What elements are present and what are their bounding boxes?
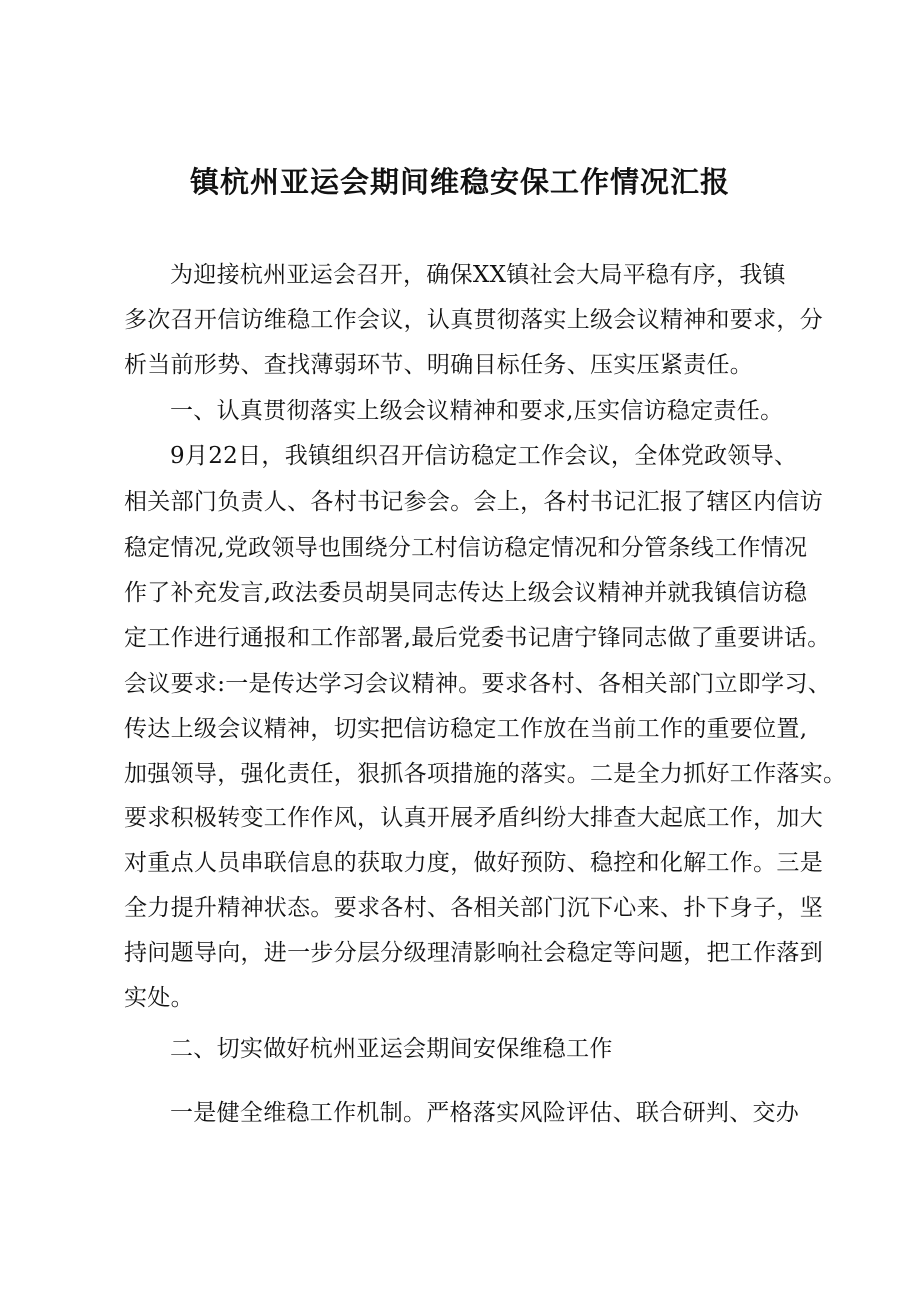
paragraph-line: 定工作进行通报和工作部署,最后党委书记唐宁锋同志做了重要讲话。 <box>124 625 831 651</box>
section-heading-2: 二、切实做好杭州亚运会期间安保维稳工作 <box>170 1036 613 1062</box>
paragraph-line: 持问题导向，进一步分层分级理清影响社会稳定等问题，把工作落到 <box>124 940 823 966</box>
paragraph-line: 9月22日，我镇组织召开信访稳定工作会议，全体党政领导、 <box>170 443 798 469</box>
paragraph-line: 稳定情况,党政领导也围绕分工村信访稳定情况和分管条线工作情况 <box>124 535 808 561</box>
paragraph-line: 全力提升精神状态。要求各村、各相关部门沉下心来、扑下身子，坚 <box>124 895 823 921</box>
paragraph-line: 加强领导，强化责任，狠抓各项措施的落实。二是全力抓好工作落实。 <box>124 761 847 787</box>
paragraph-line: 要求积极转变工作作风，认真开展矛盾纠纷大排查大起底工作，加大 <box>124 805 823 831</box>
document-title: 镇杭州亚运会期间维稳安保工作情况汇报 <box>189 165 730 199</box>
paragraph-line: 会议要求:一是传达学习会议精神。要求各村、各相关部门立即学习、 <box>124 671 832 697</box>
paragraph-line: 析当前形势、查找薄弱环节、明确目标任务、压实压紧责任。 <box>124 352 754 378</box>
paragraph-line: 作了补充发言,政法委员胡昊同志传达上级会议精神并就我镇信访稳 <box>124 580 808 606</box>
paragraph-line: 为迎接杭州亚运会召开，确保XX镇社会大局平稳有序，我镇 <box>170 262 786 288</box>
paragraph-line: 多次召开信访维稳工作会议，认真贯彻落实上级会议精神和要求，分 <box>124 307 823 333</box>
paragraph-line: 实处。 <box>124 985 194 1011</box>
paragraph-line: 相关部门负责人、各村书记参会。会上，各村书记汇报了辖区内信访 <box>124 489 823 515</box>
paragraph-line: 对重点人员串联信息的获取力度，做好预防、稳控和化解工作。三是 <box>124 850 823 876</box>
paragraph-line: 一是健全维稳工作机制。严格落实风险评估、联合研判、交办 <box>170 1100 800 1126</box>
section-heading-1: 一、认真贯彻落实上级会议精神和要求,压实信访稳定责任。 <box>170 398 784 424</box>
paragraph-line: 传达上级会议精神，切实把信访稳定工作放在当前工作的重要位置, <box>124 716 808 742</box>
